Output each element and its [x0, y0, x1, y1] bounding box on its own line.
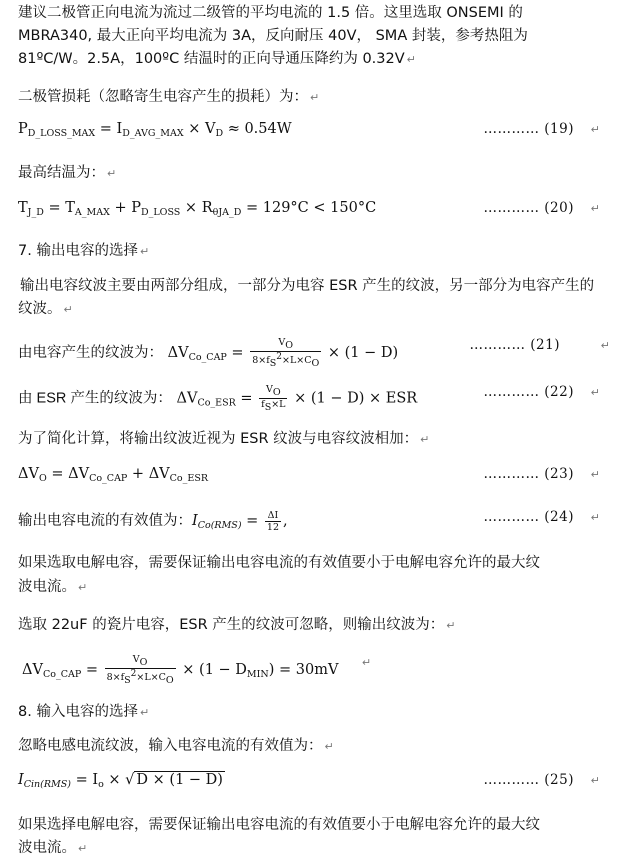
return-mark: ↵: [590, 387, 600, 399]
return-mark: ↵: [78, 581, 88, 594]
return-mark: ↵: [78, 842, 88, 855]
return-mark: ↵: [139, 245, 150, 258]
equation-number-24: ………… (24): [483, 509, 574, 525]
equation-output-ripple: $\Delta V_{Co\_CAP}$ = $\frac{V_O}{8\times f_S^2\times L\times C_O}$ × $(1 - D_{MIN}) = 30mV$ ↵: [22, 654, 372, 687]
equation-20: $T_{J\_D} = T_{A\_MAX} + P_{D\_LOSS} \times R_{\theta JA\_D} = 129^\circ C < 150^\circ C$ ………… (20) ↵: [18, 200, 600, 218]
max-junction-title: 最高结温为： ↵: [18, 165, 117, 181]
return-mark: ↵: [63, 303, 73, 316]
paragraph-1-line-2: MBRA340, 最大正向平均电流为 3A，反向耐压 40V， SMA 封装，参考热阻为: [18, 28, 528, 44]
equation-21: 由电容产生的纹波为： $\Delta V_{Co\_CAP}$ = $\frac{V_O}{8\times f_S^2\times L\times C_O}$ × (1 − D) ………… (21) ↵: [18, 337, 610, 370]
return-mark: ↵: [590, 124, 600, 136]
simplify-text: 为了简化计算，将输出纹波近视为 ESR 纹波与电容纹波相加： ↵: [18, 431, 430, 447]
paragraph-1-line-3: 81ºC/W。2.5A，100ºC 结温时的正向导通压降约为 0.32V ↵: [18, 51, 416, 67]
section-7-title: 7. 输出电容的选择 ↵: [18, 243, 150, 259]
return-mark: ↵: [310, 91, 320, 104]
return-mark: ↵: [107, 167, 117, 180]
return-mark: ↵: [590, 469, 600, 481]
equation-number-19: ………… (19): [483, 121, 574, 137]
return-mark: ↵: [362, 657, 372, 669]
equation-number-20: ………… (20): [483, 200, 574, 216]
return-mark: ↵: [590, 203, 600, 215]
ceramic-text: 选取 22uF 的瓷片电容，ESR 产生的纹波可忽略，则输出纹波为： ↵: [18, 617, 456, 633]
equation-19: $P_{D\_LOSS\_MAX} = I_{D\_AVG\_MAX} \times V_D \approx 0.54W$ ………… (19) ↵: [18, 121, 600, 139]
paragraph-1-line-1: 建议二极管正向电流为流过二级管的平均电流的 1.5 倍。这里选取 ONSEMI 的: [18, 5, 523, 21]
equation-number-21: ………… (21): [469, 337, 560, 353]
section-7-intro-line-2: 纹波。 ↵: [18, 301, 73, 317]
equation-number-23: ………… (23): [483, 466, 574, 482]
section-7-intro-line-1: 输出电容纹波主要由两部分组成，一部分为电容 ESR 产生的纹波，另一部分为电容产生的: [20, 278, 595, 294]
equation-24: 输出电容电流的有效值为：$I_{Co(RMS)}$ = $\frac{\Delta I}{12}$ , ………… (24) ↵: [18, 509, 600, 533]
return-mark: ↵: [446, 619, 456, 632]
equation-22: 由 ESR 产生的纹波为： $\Delta V_{Co\_ESR}$ = $\frac{V_O}{f_S\times L}$ × (1 − D) × ESR ………… (22) ↵: [18, 384, 600, 413]
return-mark: ↵: [590, 775, 600, 787]
return-mark: ↵: [590, 512, 600, 524]
section-8-intro: 忽略电感电流纹波，输入电容电流的有效值为： ↵: [18, 738, 334, 754]
equation-25: $I_{Cin(RMS)} = I_o$ × √ D × (1 − D) ………… (25) ↵: [18, 772, 600, 790]
return-mark: ↵: [420, 433, 430, 446]
return-mark: ↵: [324, 740, 334, 753]
equation-23: $\Delta V_O = \Delta V_{Co\_CAP} + \Delta V_{Co\_ESR}$ ………… (23) ↵: [18, 466, 600, 484]
electrolytic-note-1-line-2: 波电流。 ↵: [18, 579, 88, 595]
section-8-title: 8. 输入电容的选择 ↵: [18, 704, 150, 720]
equation-number-25: ………… (25): [483, 772, 574, 788]
electrolytic-note-2-line-2: 波电流。 ↵: [18, 840, 88, 856]
electrolytic-note-1-line-1: 如果选取电解电容，需要保证输出电容电流的有效值要小于电解电容允许的最大纹: [18, 555, 540, 571]
diode-loss-title: 二极管损耗（忽略寄生电容产生的损耗）为： ↵: [18, 89, 320, 105]
return-mark: ↵: [406, 53, 416, 66]
electrolytic-note-2-line-1: 如果选择电解电容，需要保证输出电容电流的有效值要小于电解电容允许的最大纹: [18, 817, 540, 833]
equation-number-22: ………… (22): [483, 384, 574, 400]
return-mark: ↵: [139, 706, 150, 719]
return-mark: ↵: [600, 340, 610, 352]
